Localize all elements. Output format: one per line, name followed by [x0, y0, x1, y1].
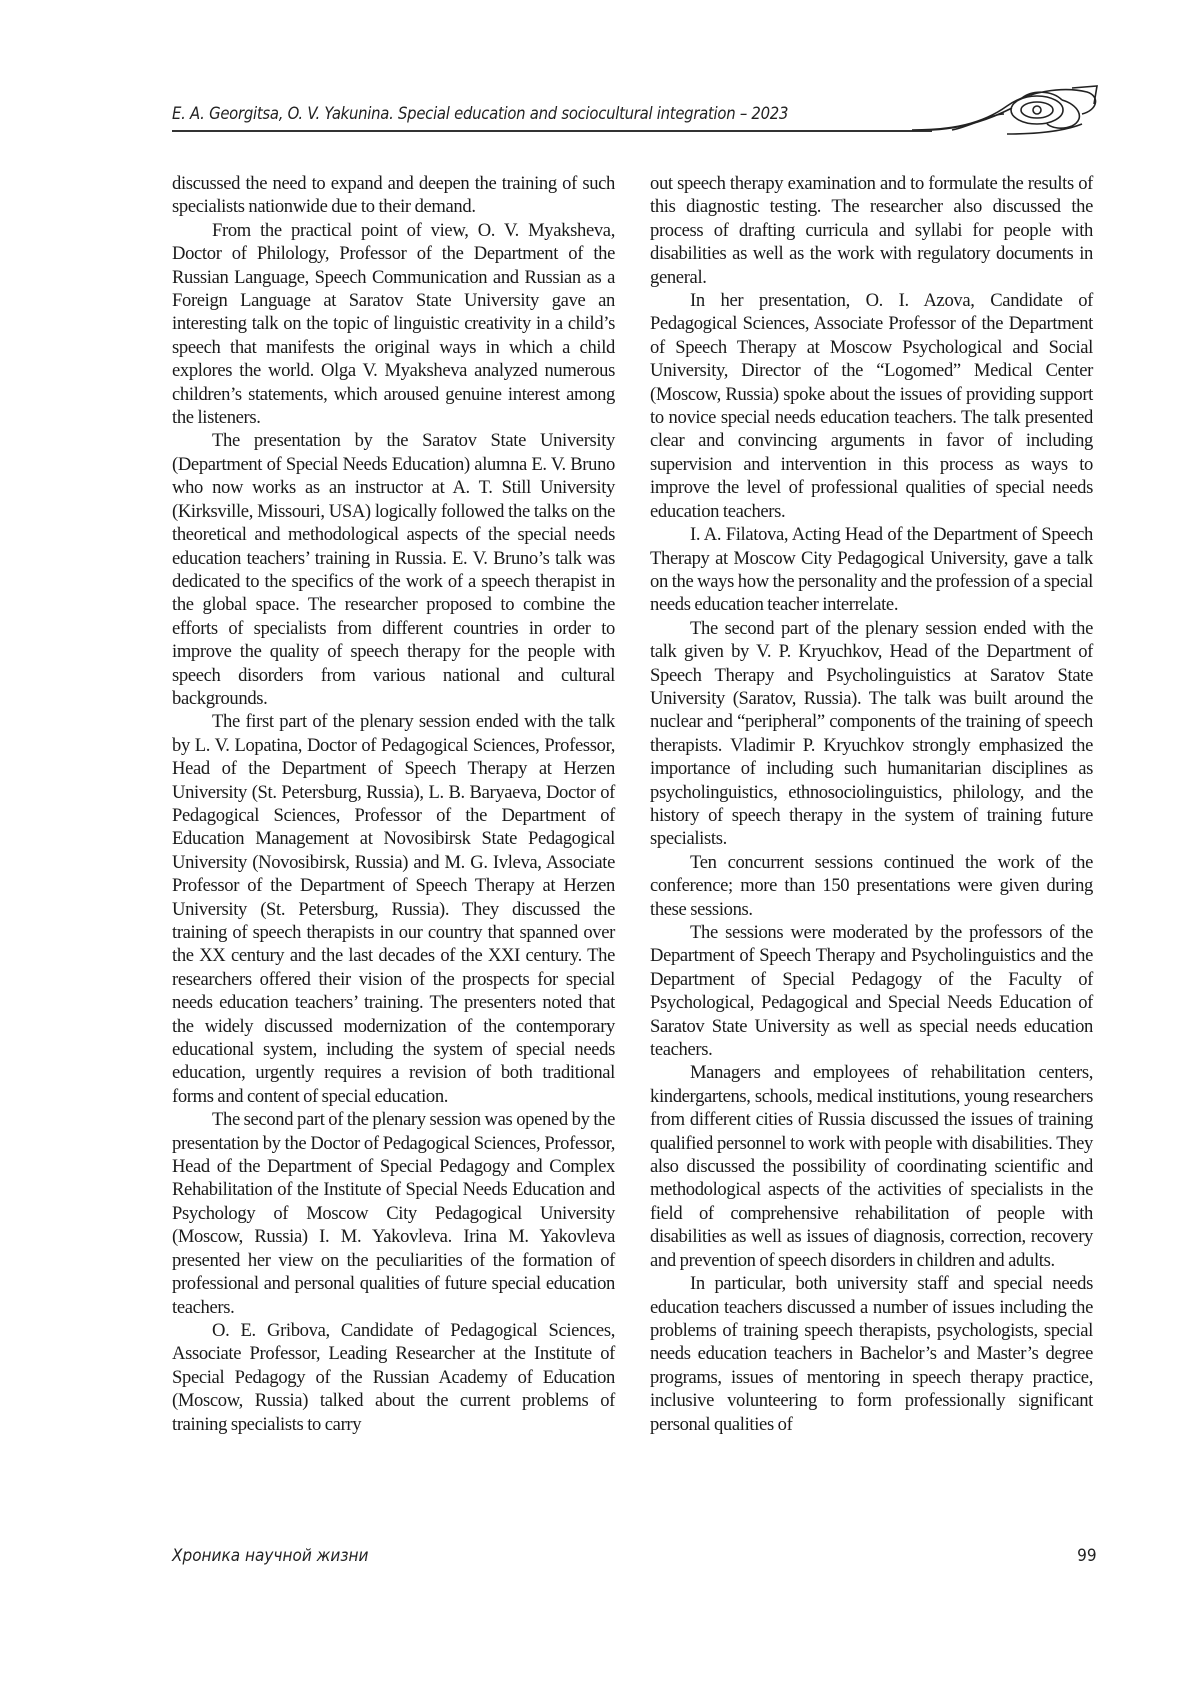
- header-rule: [172, 130, 932, 132]
- right-column: [650, 172, 1093, 1436]
- paragraph: The second part of the plenary session was opened by the presentation by the Doctor of Pedagogical Sciences, Professor, Head of the Department of Special Pedagogy and Complex Rehabilitation of the Institute of Special Needs Education and Psychology of Moscow City Pedagogical University (Moscow, Russia) I. M. Yakovleva. Irina M. Yakovleva presented her view on the peculiarities of the formation of professional and personal qualities of future special education teachers.: [172, 1108, 615, 1319]
- running-title: E. A. Georgitsa, O. V. Yakunina. Special education and sociocultural integration – 2023: [172, 104, 788, 123]
- running-header: [172, 100, 1097, 136]
- paragraph: The second part of the plenary session ended with the talk given by V. P. Kryuchkov, Head of the Department of Speech Therapy and Psycholinguistics at Saratov State University (Saratov, Russia). The talk was built around the nuclear and “peripheral” components of the training of speech therapists. Vladimir P. Kryuchkov strongly emphasized the importance of including such humanitarian disciplines as psycholinguistics, ethnosociolinguistics, philology, and the history of speech therapy in the system of training future specialists.: [650, 617, 1093, 851]
- ornament-icon: [912, 84, 1102, 140]
- paragraph: O. E. Gribova, Candidate of Pedagogical Sciences, Associate Professor, Leading Researcher at the Institute of Special Pedagogy of the Russian Academy of Education (Moscow, Russia) talked about the current problems of training specialists to carry: [172, 1319, 615, 1436]
- paragraph: The presentation by the Saratov State University (Department of Special Needs Education) alumna E. V. Bruno who now works as an instructor at A. T. Still University (Kirksville, Missouri, USA) logically followed the talks on the theoretical and methodological aspects of the special needs education teachers’ training in Russia. E. V. Bruno’s talk was dedicated to the specifics of the work of a speech therapist in the global space. The researcher proposed to combine the efforts of specialists from different countries in order to improve the quality of speech therapy for the people with speech disorders from various national and cultural backgrounds.: [172, 429, 615, 710]
- footer-section-title: Хроника научной жизни: [172, 1546, 368, 1566]
- left-column: [172, 172, 615, 1436]
- paragraph: I. A. Filatova, Acting Head of the Department of Speech Therapy at Moscow City Pedagogical University, gave a talk on the ways how the personality and the profession of a special needs education teacher interrelate.: [650, 523, 1093, 617]
- paragraph: discussed the need to expand and deepen the training of such specialists nationwide due to their demand.: [172, 172, 615, 219]
- paragraph: Managers and employees of rehabilitation centers, kindergartens, schools, medical institutions, young researchers from different cities of Russia discussed the issues of training qualified personnel to work with people with disabilities. They also discussed the possibility of coordinating scientific and methodological aspects of the activities of specialists in the field of comprehensive rehabilitation of people with disabilities as well as issues of diagnosis, correction, recovery and prevention of speech disorders in children and adults.: [650, 1061, 1093, 1272]
- paragraph: From the practical point of view, O. V. Myaksheva, Doctor of Philology, Professor of the Department of the Russian Language, Speech Communication and Russian as a Foreign Language at Saratov State University gave an interesting talk on the topic of linguistic creativity in a child’s speech that manifests the original ways in which a child explores the world. Olga V. Myaksheva analyzed numerous children’s statements, which aroused genuine interest among the listeners.: [172, 219, 615, 430]
- paragraph: The sessions were moderated by the professors of the Department of Speech Therapy and Psycholinguistics and the Department of Special Pedagogy of the Faculty of Psychological, Pedagogical and Special Needs Education of Saratov State University as well as special needs education teachers.: [650, 921, 1093, 1061]
- paragraph: Ten concurrent sessions continued the work of the conference; more than 150 presentations were given during these sessions.: [650, 851, 1093, 921]
- paragraph: In her presentation, O. I. Azova, Candidate of Pedagogical Sciences, Associate Professor of the Department of Speech Therapy at Moscow Psychological and Social University, Director of the “Logomed” Medical Center (Moscow, Russia) spoke about the issues of providing support to novice special needs education teachers. The talk presented clear and convincing arguments in favor of including supervision and intervention in this process as ways to improve the level of professional qualities of special needs education teachers.: [650, 289, 1093, 523]
- paragraph: out speech therapy examination and to formulate the results of this diagnostic testing. The researcher also discussed the process of drafting curricula and syllabi for people with disabilities as well as the work with regulatory documents in general.: [650, 172, 1093, 289]
- paragraph: The first part of the plenary session ended with the talk by L. V. Lopatina, Doctor of Pedagogical Sciences, Professor, Head of the Department of Speech Therapy at Herzen University (St. Petersburg, Russia), L. B. Baryaeva, Doctor of Pedagogical Sciences, Professor of the Department of Education Management at Novosibirsk State Pedagogical University (Novosibirsk, Russia) and M. G. Ivleva, Associate Professor of the Department of Speech Therapy at Herzen University (St. Petersburg, Russia). They discussed the training of speech therapists in our country that spanned over the XX century and the last decades of the XXI century. The researchers offered their vision of the prospects for special needs education teachers’ training. The presenters noted that the widely discussed modernization of the contemporary educational system, including the system of special needs education, urgently requires a revision of both traditional forms and content of special education.: [172, 710, 615, 1108]
- paragraph: In particular, both university staff and special needs education teachers discussed a number of issues including the problems of training speech therapists, psychologists, special needs education teachers in Bachelor’s and Master’s degree programs, issues of mentoring in speech therapy practice, inclusive volunteering to form professionally significant personal qualities of: [650, 1272, 1093, 1436]
- page-number: 99: [1078, 1546, 1097, 1566]
